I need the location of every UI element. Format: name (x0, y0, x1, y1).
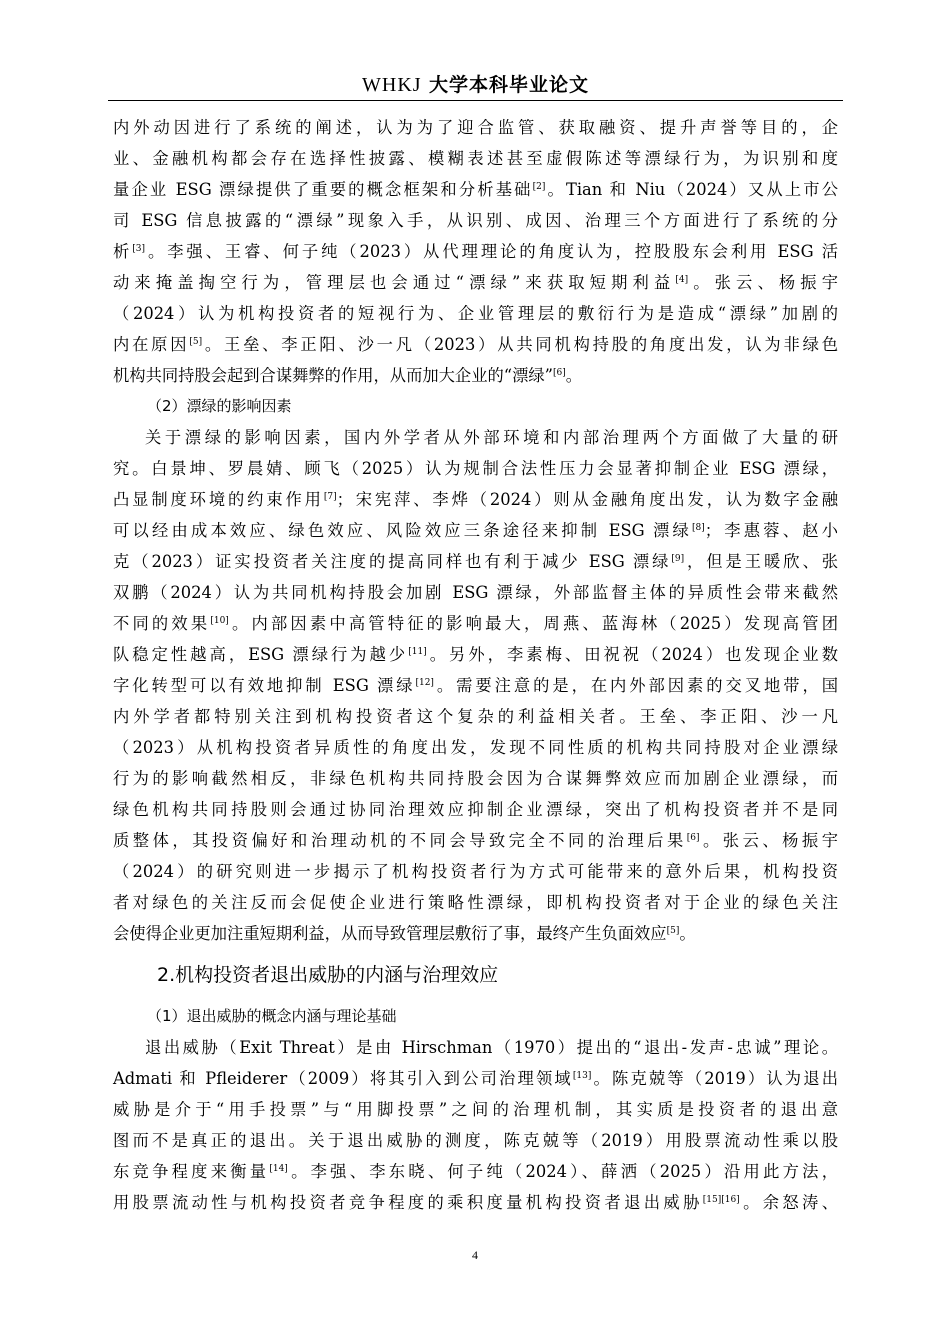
subsection-heading: （2）漂绿的影响因素 (147, 397, 292, 415)
page-body (113, 112, 838, 1218)
paragraph-3 (113, 1032, 838, 1218)
text-line: 机构共同持股会起到合谋舞弊的作用，从而加大企业的“漂绿”[6]。 (113, 366, 583, 385)
citation-marker: [11] (408, 647, 427, 657)
citation-marker: [3] (132, 244, 145, 254)
subsection-heading: （1）退出威胁的概念内涵与理论基础 (147, 1007, 397, 1025)
header-rule (108, 100, 843, 101)
citation-marker: [2] (532, 182, 546, 192)
text-line: 威胁是介于“用手投票”与“用脚投票”之间的治理机制，其实质是投资者的退出意 (113, 1100, 838, 1119)
text-line: 析[3]。李强、王睿、何子纯（2023）从代理理论的角度认为，控股股东会利用 ESG 活 (113, 242, 838, 261)
text-line: 字化转型可以有效地抑制 ESG 漂绿[12]。需要注意的是，在内外部因素的交叉地带，国 (113, 676, 838, 695)
citation-marker: [9] (671, 554, 685, 564)
page-number: 4 (472, 1248, 478, 1262)
text-line: 凸显制度环境的约束作用[7]；宋宪萍、李烨（2024）则从金融角度出发，认为数字金融 (113, 490, 838, 509)
text-line: 绿色机构共同持股则会通过协同治理效应抑制企业漂绿，突出了机构投资者并不是同 (113, 800, 838, 819)
text-line: 内外学者都特别关注到机构投资者这个复杂的利益相关者。王垒、李正阳、沙一凡 (113, 707, 838, 726)
text-line: （2024）的研究则进一步揭示了机构投资者行为方式可能带来的意外后果，机构投资 (113, 862, 838, 881)
citation-marker: [8] (692, 523, 705, 533)
text-line: 业、金融机构都会存在选择性披露、模糊表述甚至虚假陈述等漂绿行为，为识别和度 (113, 149, 838, 168)
text-line: 克（2023）证实投资者关注度的提高同样也有利于减少 ESG 漂绿[9]，但是王暖欣、张 (113, 552, 838, 571)
text-line: 司 ESG 信息披露的“漂绿”现象入手，从识别、成因、治理三个方面进行了系统的分 (113, 211, 838, 230)
text-line: 东竞争程度来衡量[14]。李强、李东晓、何子纯（2024）、薛洒（2025）沿用此方法， (113, 1162, 838, 1181)
paragraph-1 (113, 112, 838, 391)
text-line: 队稳定性越高，ESG 漂绿行为越少[11]。另外，李素梅、田祝祝（2024）也发现企业数 (113, 645, 838, 664)
citation-marker: [10] (210, 616, 229, 626)
text-line: 动来掩盖掏空行为，管理层也会通过“漂绿”来获取短期利益[4]。张云、杨振宇 (113, 273, 838, 292)
citation-marker: [12] (415, 678, 434, 688)
text-line: 行为的影响截然相反，非绿色机构共同持股会因为合谋舞弊效应而加剧企业漂绿，而 (113, 769, 838, 788)
text-line: 究。白景坤、罗晨婧、顾飞（2025）认为规制合法性压力会显著抑制企业 ESG 漂绿， (113, 459, 838, 478)
citation-marker: [4] (675, 275, 689, 285)
citation-marker: [13] (572, 1071, 592, 1081)
text-line: （2023）从机构投资者异质性的角度出发，发现不同性质的机构共同持股对企业漂绿 (113, 738, 838, 757)
text-line: 用股票流动性与机构投资者竞争程度的乘积度量机构投资者退出威胁[15][16]。余怒涛、 (113, 1193, 838, 1212)
text-line: 质整体，其投资偏好和治理动机的不同会导致完全不同的治理后果[6]。张云、杨振宇 (113, 831, 838, 850)
text-line: 退出威胁（Exit Threat）是由 Hirschman（1970）提出的“退出-发声-忠诚”理论。 (145, 1038, 838, 1057)
citation-marker: [5] (666, 926, 680, 936)
citation-marker: [5] (189, 337, 203, 347)
text-line: 会使得企业更加注重短期利益，从而导致管理层敷衍了事，最终产生负面效应[5]。 (113, 924, 696, 943)
text-line: 图而不是真正的退出。关于退出威胁的测度，陈克兢等（2019）用股票流动性乘以股 (113, 1131, 838, 1150)
text-line: 量企业 ESG 漂绿提供了重要的概念框架和分析基础[2]。Tian 和 Niu（2024）又从上市公 (113, 180, 838, 199)
text-line: （2024）认为机构投资者的短视行为、企业管理层的敷衍行为是造成“漂绿”加剧的 (113, 304, 838, 323)
text-line: 不同的效果[10]。内部因素中高管特征的影响最大，周燕、蓝海林（2025）发现高管团 (113, 614, 838, 633)
header-prefix: WHKJ (362, 74, 422, 96)
header-title: 大学本科毕业论文 (428, 74, 589, 96)
citation-marker: [14] (269, 1164, 288, 1174)
paragraph-2 (113, 422, 838, 949)
text-line: 双鹏（2024）认为共同机构持股会加剧 ESG 漂绿，外部监督主体的异质性会带来截然 (113, 583, 838, 602)
text-line: 关于漂绿的影响因素，国内外学者从外部环境和内部治理两个方面做了大量的研 (145, 428, 838, 447)
text-line: 内外动因进行了系统的阐述，认为为了迎合监管、获取融资、提升声誉等目的，企 (113, 118, 838, 137)
citation-marker: [7] (323, 492, 337, 502)
text-line: 可以经由成本效应、绿色效应、风险效应三条途径来抑制 ESG 漂绿[8]；李惠蓉、赵小 (113, 521, 838, 540)
section-heading: 2.机构投资者退出威胁的内涵与治理效应 (157, 964, 499, 986)
running-header (108, 70, 843, 100)
text-line: 者对绿色的关注反而会促使企业进行策略性漂绿，即机构投资者对于企业的绿色关注 (113, 893, 838, 912)
citation-marker: [6] (686, 833, 700, 843)
text-line: Admati 和 Pfleiderer（2009）将其引入到公司治理领域[13]。陈克兢等（2019）认为退出 (113, 1069, 838, 1088)
text-line: 内在原因[5]。王垒、李正阳、沙一凡（2023）从共同机构持股的角度出发，认为非绿色 (113, 335, 838, 354)
citation-marker: [15][16] (702, 1195, 740, 1205)
citation-marker: [6] (552, 368, 566, 378)
